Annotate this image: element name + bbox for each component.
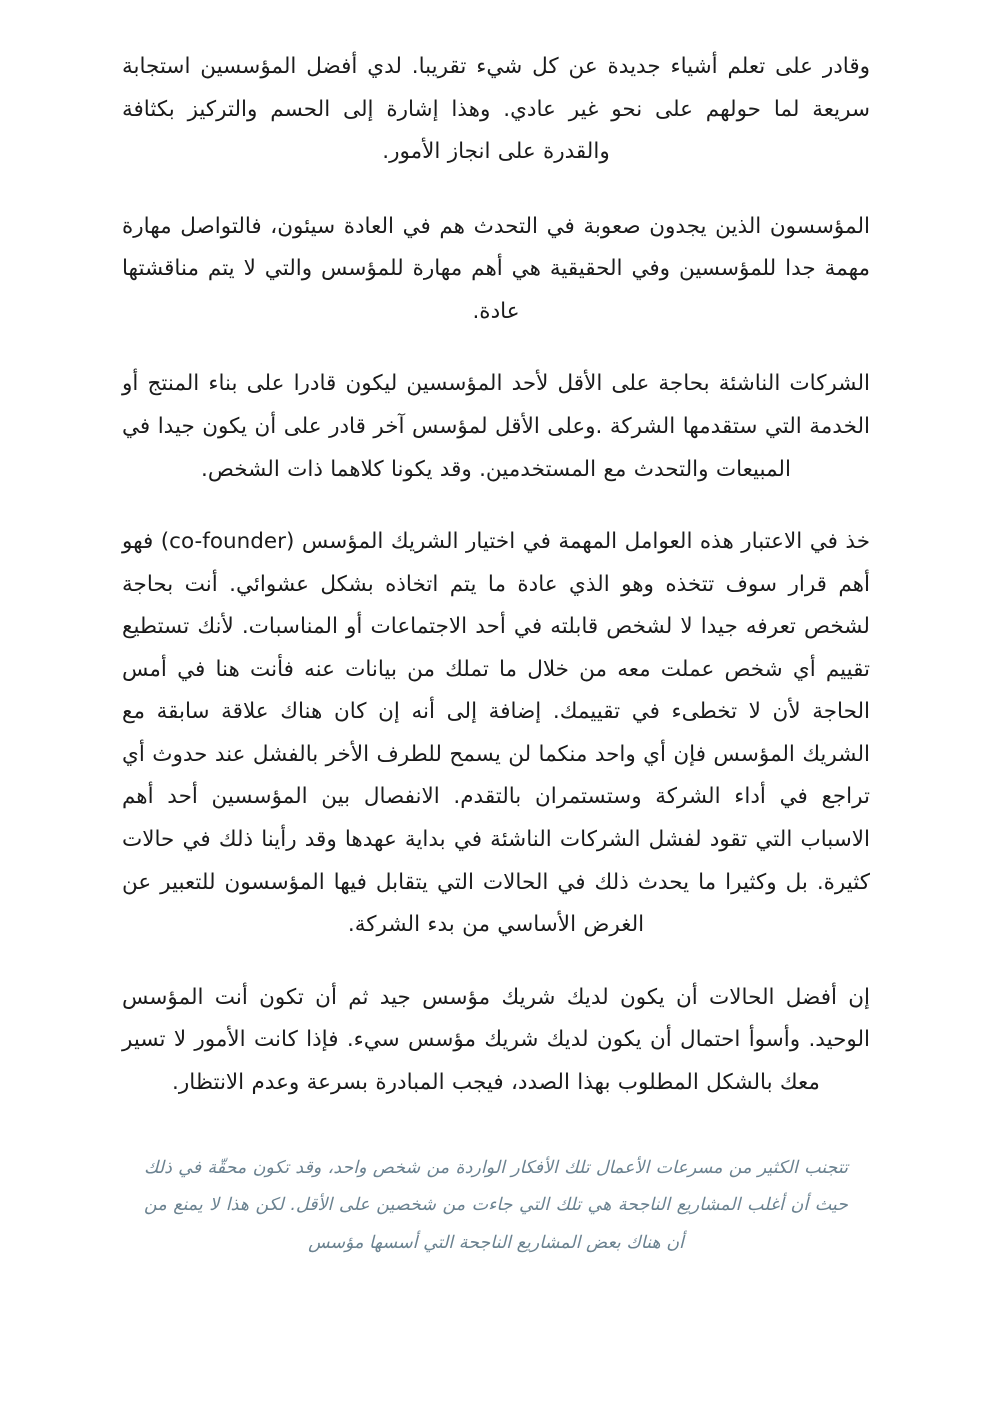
translator-note-text: تتجنب الكثير من مسرعات الأعمال تلك الأفكار الواردة من شخص واحد، وقد تكون محقّة في ذلك حيث أن أغلب المشاريع الناجحة هي تلك التي جاءت من شخصين على الأقل. لكن هذا لا يمنع من أن هناك بعض المشاريع الناجحة التي أسسها مؤسس	[144, 1158, 848, 1253]
paragraph-1: وقادر على تعلم أشياء جديدة عن كل شيء تقريبا. لدي أفضل المؤسسين استجابة سريعة لما حولهم على نحو غير عادي. وهذا إشارة إلى الحسم والتركيز بكثافة والقدرة على انجاز الأمور.	[122, 54, 870, 165]
paragraph-5: إن أفضل الحالات أن يكون لديك شريك مؤسس جيد ثم أن تكون أنت المؤسس الوحيد. وأسوأ احتمال أن يكون لديك شريك مؤسس سيء. فإذا كانت الأمور لا تسير معك بالشكل المطلوب بهذا الصدد، فيجب المبادرة بسرعة وعدم الانتظار.	[122, 984, 870, 1095]
paragraph-2: المؤسسون الذين يجدون صعوبة في التحدث هم في العادة سيئون، فالتواصل مهارة مهمة جدا للمؤسسين وفي الحقيقية هي أهم مهارة للمؤسس والتي لا يتم مناقشتها عادة.	[122, 213, 870, 324]
paragraph-3: الشركات الناشئة بحاجة على الأقل لأحد المؤسسين ليكون قادرا على بناء المنتج أو الخدمة التي ستقدمها الشركة .وعلى الأقل لمؤسس آخر قادر على أن يكون جيدا في المبيعات والتحدث مع المستخدمين. وقد يكونا كلاهما ذات الشخص.	[122, 371, 870, 482]
paragraph-4: خذ في الاعتبار هذه العوامل المهمة في اختيار الشريك المؤسس (co-founder) فهو أهم قرار سوف تتخذه وهو الذي عادة ما يتم اتخاذه بشكل عشوائي. أنت بحاجة لشخص تعرفه جيدا لا لشخص قابلته في أحد الاجتماعات أو المناسبات. لأنك تستطيع تقييم أي شخص عملت معه من خلال ما تملك من بيانات عنه فأنت هنا في أمس الحاجة لأن لا تخطىء في تقييمك. إضافة إلى أنه إن كان هناك علاقة سابقة مع الشريك المؤسس فإن أي واحد منكما لن يسمح للطرف الأخر بالفشل عند حدوث أي تراجع في أداء الشركة وستستمران بالتقدم. الانفصال بين المؤسسين أحد أهم الاسباب التي تقود لفشل الشركات الناشئة في بداية عهدها وقد رأينا ذلك في حالات كثيرة. بل وكثيرا ما يحدث ذلك في الحالات التي يتقابل فيها المؤسسون للتعبير عن الغرض الأساسي من بدء الشركة.	[122, 529, 870, 938]
footnote-block	[122, 1150, 870, 1261]
